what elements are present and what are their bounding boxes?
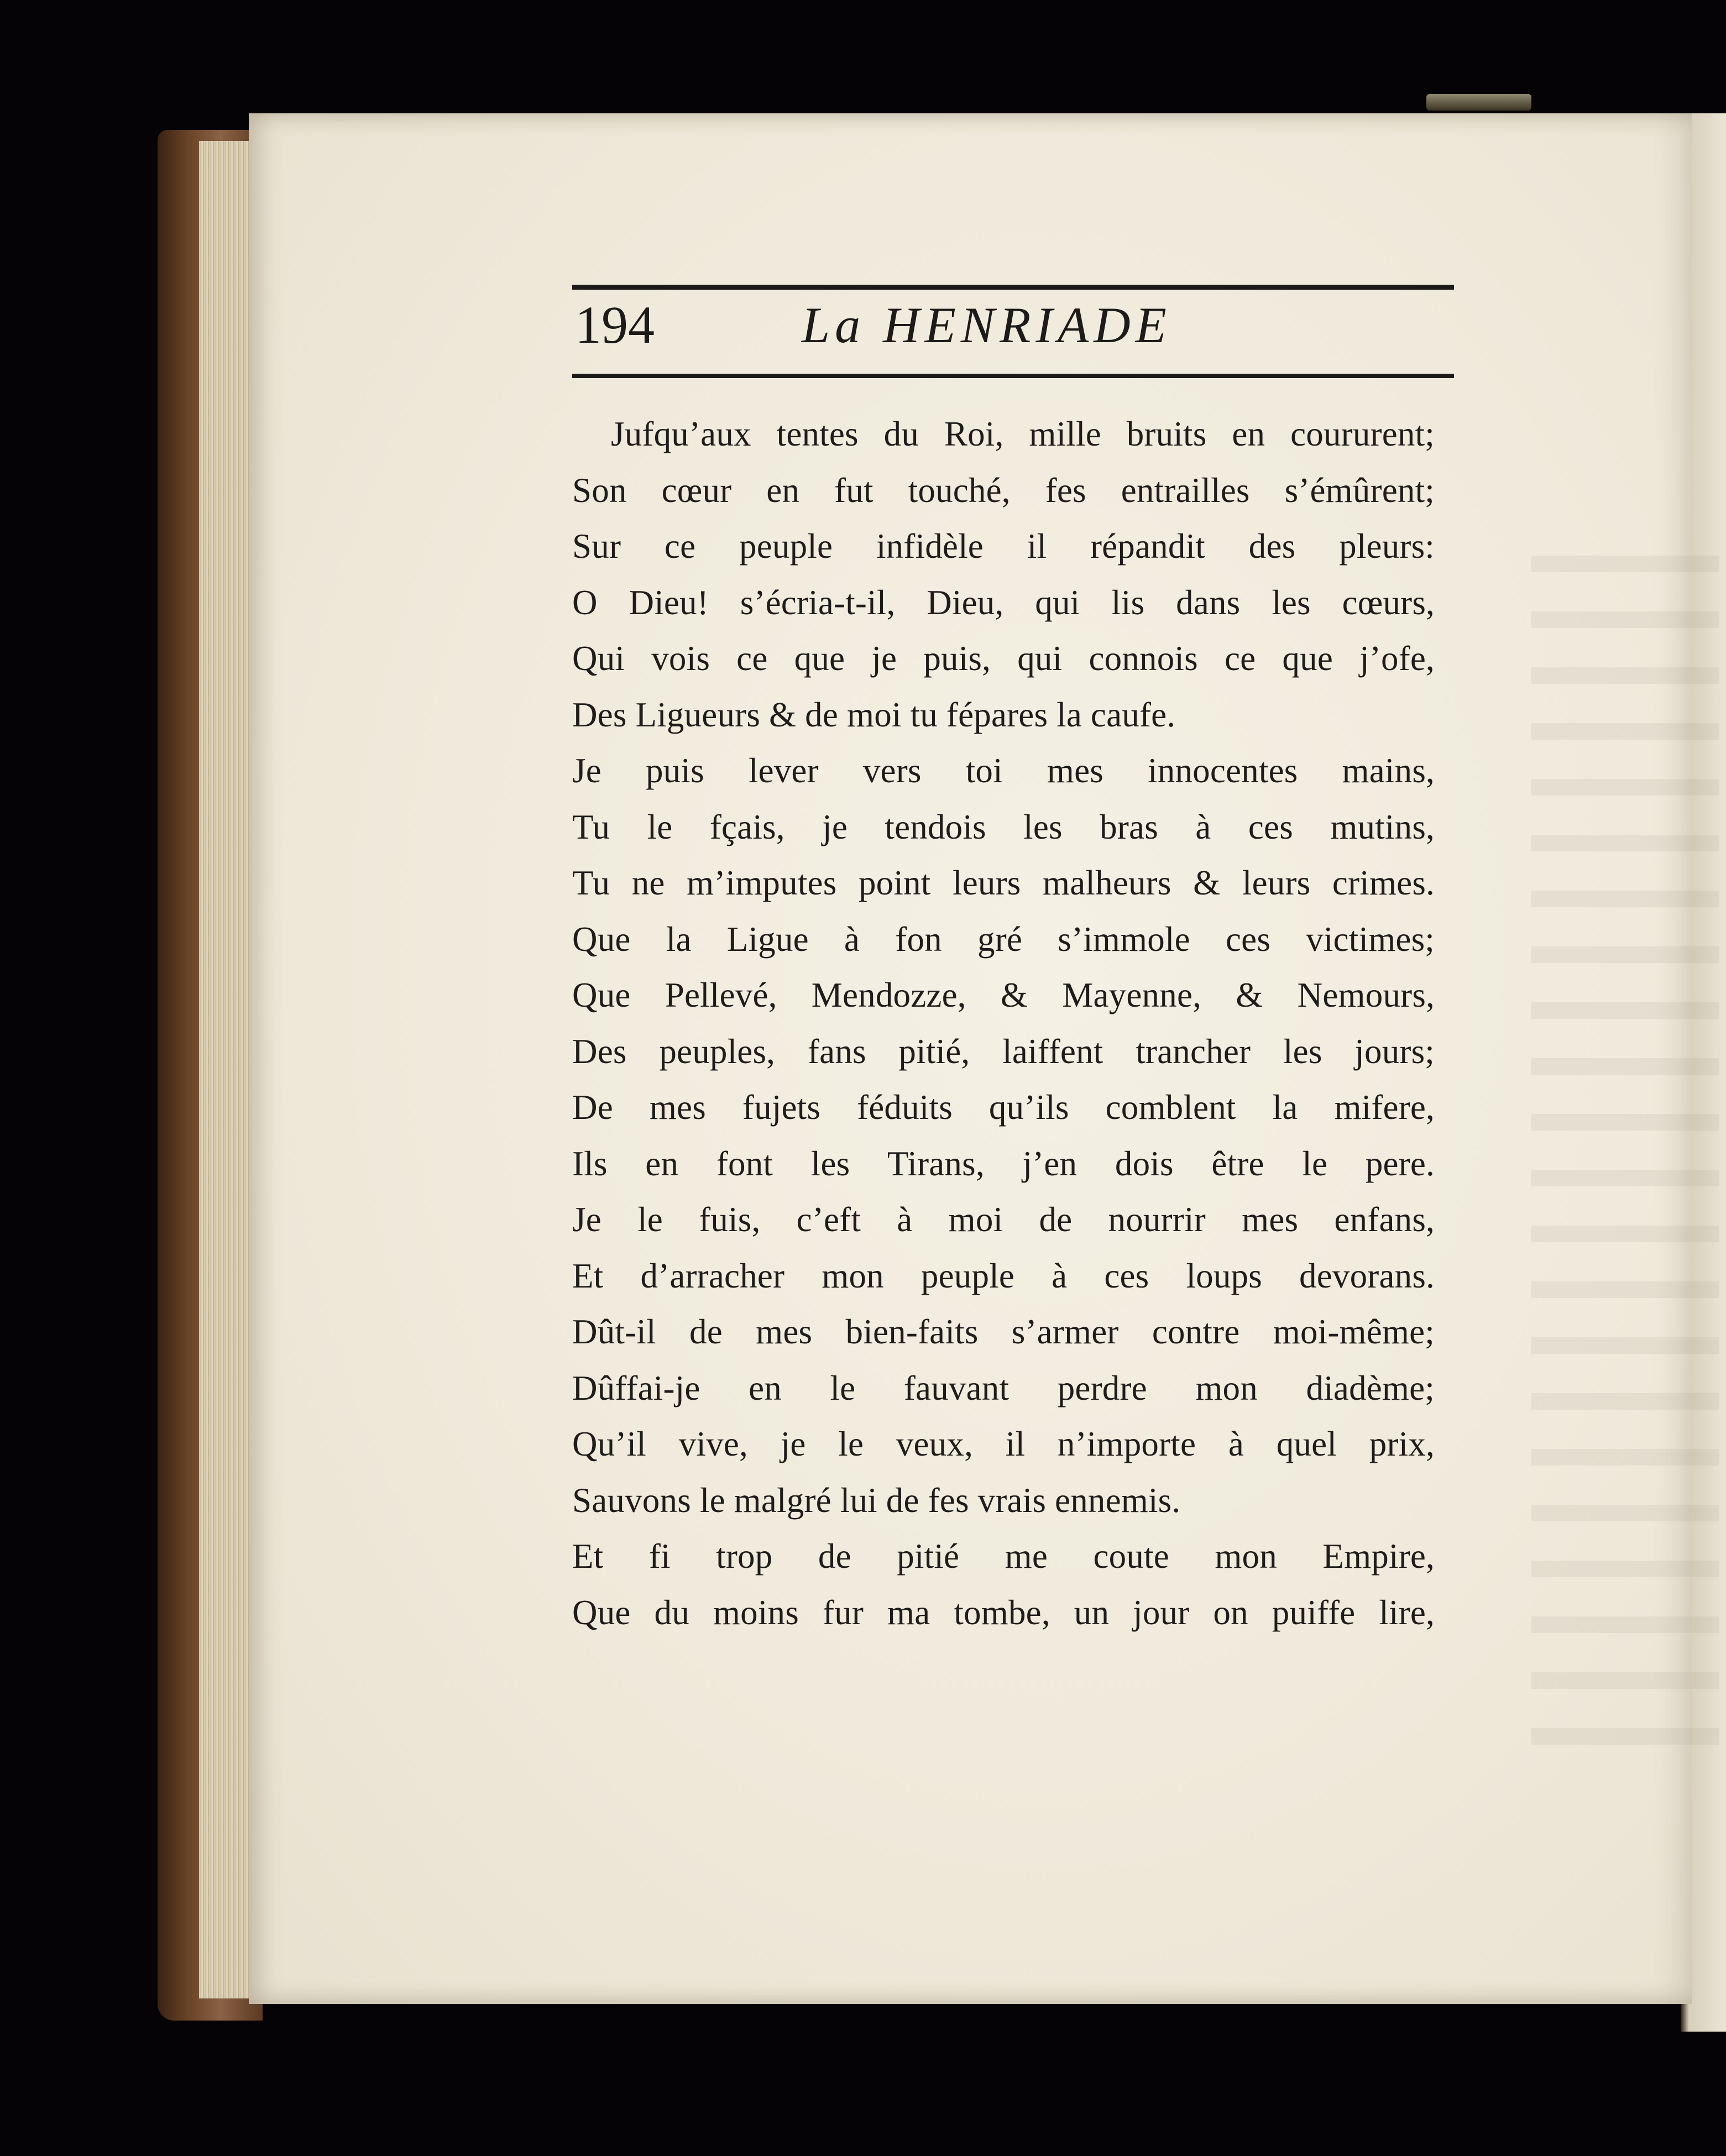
verse-line: Tu ne m’imputes point leurs malheurs & leurs crimes.: [572, 864, 1435, 902]
bleed-through-text: [1531, 533, 1719, 1750]
verse-line: Jufqu’aux tentes du Roi, mille bruits en coururent;: [611, 415, 1435, 453]
page-number: 194: [575, 295, 655, 354]
verse-line: Je le fuis, c’eft à moi de nourrir mes enfans,: [572, 1200, 1435, 1239]
header-rule-bottom: [572, 374, 1454, 378]
verse-block: [572, 406, 1435, 1641]
verse-line: Ils en font les Tirans, j’en dois être le pere.: [572, 1144, 1435, 1183]
verse-line: Son cœur en fut touché, fes entrailles s’émûrent;: [572, 470, 1435, 510]
verse-line: Des Ligueurs & de moi tu fépares la caufe.: [572, 695, 1176, 734]
verse-line: Qui vois ce que je puis, qui connois ce que j’ofe,: [572, 639, 1435, 678]
verse-line: De mes fujets féduits qu’ils comblent la mifere,: [572, 1088, 1435, 1127]
verse-line: Qu’il vive, je le veux, il n’importe à quel prix,: [572, 1425, 1435, 1463]
verse-line: Sur ce peuple infidèle il répandit des pleurs:: [572, 527, 1435, 566]
verse-line: Dût-il de mes bien-faits s’armer contre moi-même;: [572, 1312, 1435, 1351]
verse-line: Tu le fçais, je tendois les bras à ces mutins,: [572, 807, 1435, 846]
verse-line: Et fi trop de pitié me coute mon Empire,: [572, 1537, 1435, 1576]
verse-line: Que la Ligue à fon gré s’immole ces victimes;: [572, 919, 1435, 959]
running-title: La HENRIADE: [802, 297, 1171, 353]
verse-line: Sauvons le malgré lui de fes vrais ennemis.: [572, 1480, 1181, 1520]
verse-line: Que Pellevé, Mendozze, & Mayenne, & Nemours,: [572, 976, 1435, 1014]
verse-line: Dûffai-je en le fauvant perdre mon diadème;: [572, 1368, 1435, 1407]
verse-line: Et d’arracher mon peuple à ces loups devorans.: [572, 1256, 1435, 1295]
verse-line: Des peuples, fans pitié, laiffent trancher les jours;: [572, 1032, 1435, 1071]
book-clasp: [1426, 94, 1531, 111]
header-rule-top: [572, 285, 1454, 290]
verse-line: Que du moins fur ma tombe, un jour on puiffe lire,: [572, 1593, 1435, 1632]
verse-line: Je puis lever vers toi mes innocentes mains,: [572, 751, 1435, 790]
verse-line: O Dieu! s’écria-t-il, Dieu, qui lis dans les cœurs,: [572, 583, 1435, 622]
